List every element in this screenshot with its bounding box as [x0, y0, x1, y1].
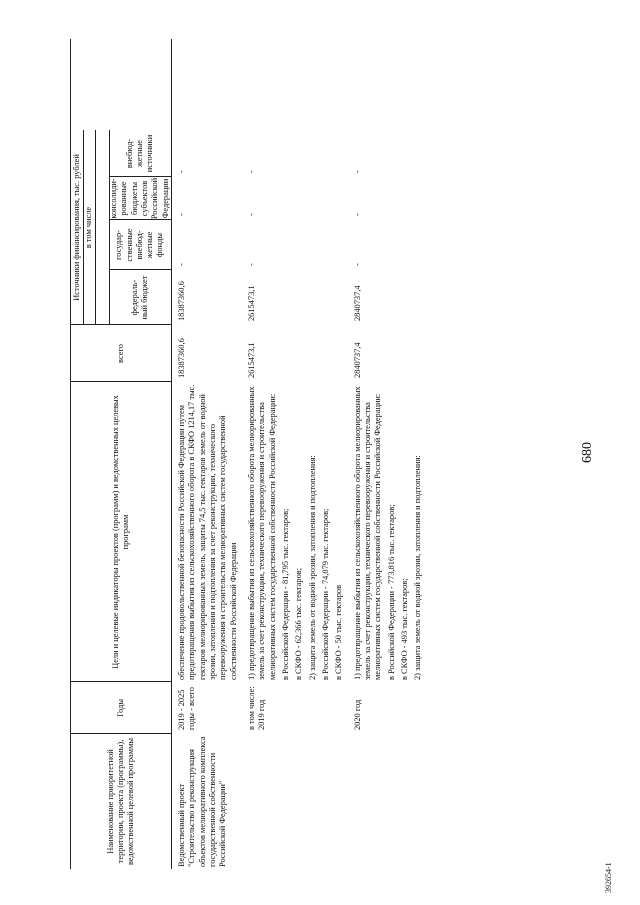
funding-table — [70, 39, 427, 869]
header-years: Годы — [115, 699, 125, 717]
project-name — [247, 734, 348, 869]
extrabudget-value: - — [352, 170, 362, 173]
header-total: всего — [115, 344, 125, 363]
years-cell: 2019 - 2025 годы - всего — [177, 687, 197, 730]
header-state-funds: государ-ственные внебюд-жетные фонды — [114, 228, 165, 262]
goals-cell: 1) предотвращение выбытия из сельскохозяйственного оборота мелиорированных земель за счет реконструкции, технического перевооружения и строительства мелиоративных систем государственной собственности Российской Федерации: в Российской Федерации - 773,816 тыс. гектаров; в СКФО - 493 тыс. гектаров; 2) защита земель от водной эрозии, затопления и подтопления: — [352, 386, 423, 680]
federal-value: 2615473,1 — [246, 285, 256, 321]
table-row — [353, 39, 427, 869]
years-cell: 2020 год — [352, 699, 362, 730]
header-funding-group: Источники финансирования, тыс. рублей — [71, 154, 81, 301]
state-funds-value: - — [352, 263, 362, 266]
project-name — [353, 734, 427, 869]
total-value: 2615473,1 — [246, 342, 256, 378]
table-row — [177, 39, 242, 869]
table-row — [247, 39, 348, 869]
header-extrabudget: внебюд-жетные источники — [124, 134, 155, 173]
header-federal: федераль-ный бюджет — [129, 275, 149, 320]
header-goals: Цели и целевые индикаторы проектов (программ) и ведомственных целевых программ — [110, 395, 130, 669]
project-name: Ведомственный проект "Строительство и реконструкция объектов мелиоративного комплекса государственной собственности Российской Федерации" — [177, 736, 228, 867]
federal-value: 18387360,6 — [177, 281, 186, 321]
regional-value: - — [352, 213, 362, 216]
header-name: Наименование приоритетной территории, проекта (программы), ведомственной целевой программы — [105, 738, 136, 866]
federal-value: 2840737,4 — [352, 285, 362, 321]
extrabudget-value: - — [246, 170, 256, 173]
extrabudget-value: - — [177, 170, 186, 173]
total-value: 2840737,4 — [352, 342, 362, 378]
document-stamp: 392654-1 — [604, 862, 613, 893]
state-funds-value: - — [246, 263, 256, 266]
years-cell: в том числе: 2019 год — [246, 686, 267, 730]
table-header — [70, 39, 172, 869]
header-regional: консолиди-рованные бюджеты субъектов Российской Федерации — [109, 177, 170, 220]
regional-value: - — [177, 213, 186, 216]
goals-cell: обеспечение продовольственной безопасности Российской Федерации путем предотвращения выбытия из сельскохозяйственного оборота в СКФО 1214,17 тыс. гектаров мелиорированных земель, защиты 74,5 тыс. гектаров земель от водной эрозии, затопления и подтопления за счет реконструкции, технического перевооружения и строительства мелиоративных систем государственной собственности Российской Федерации — [177, 384, 238, 680]
total-value: 18387360,6 — [177, 338, 186, 378]
state-funds-value: - — [177, 263, 186, 266]
goals-cell: 1) предотвращение выбытия из сельскохозяйственного оборота мелиорированных земель за счет реконструкции, технического перевооружения и строительства мелиоративных систем государственной собственности Российской Федерации: в Российской Федерации - 81,795 тыс. гектаров; в СКФО - 62,366 тыс. гектаров; 2) защита земель от водной эрозии, затопления и подтопления: в Российской Федерации - 74,079 тыс. гектаров; в СКФО - 50 тыс. гектаров — [246, 386, 344, 680]
page-number: 680 — [580, 442, 595, 463]
regional-value: - — [246, 213, 256, 216]
header-including: в том числе — [83, 206, 93, 249]
